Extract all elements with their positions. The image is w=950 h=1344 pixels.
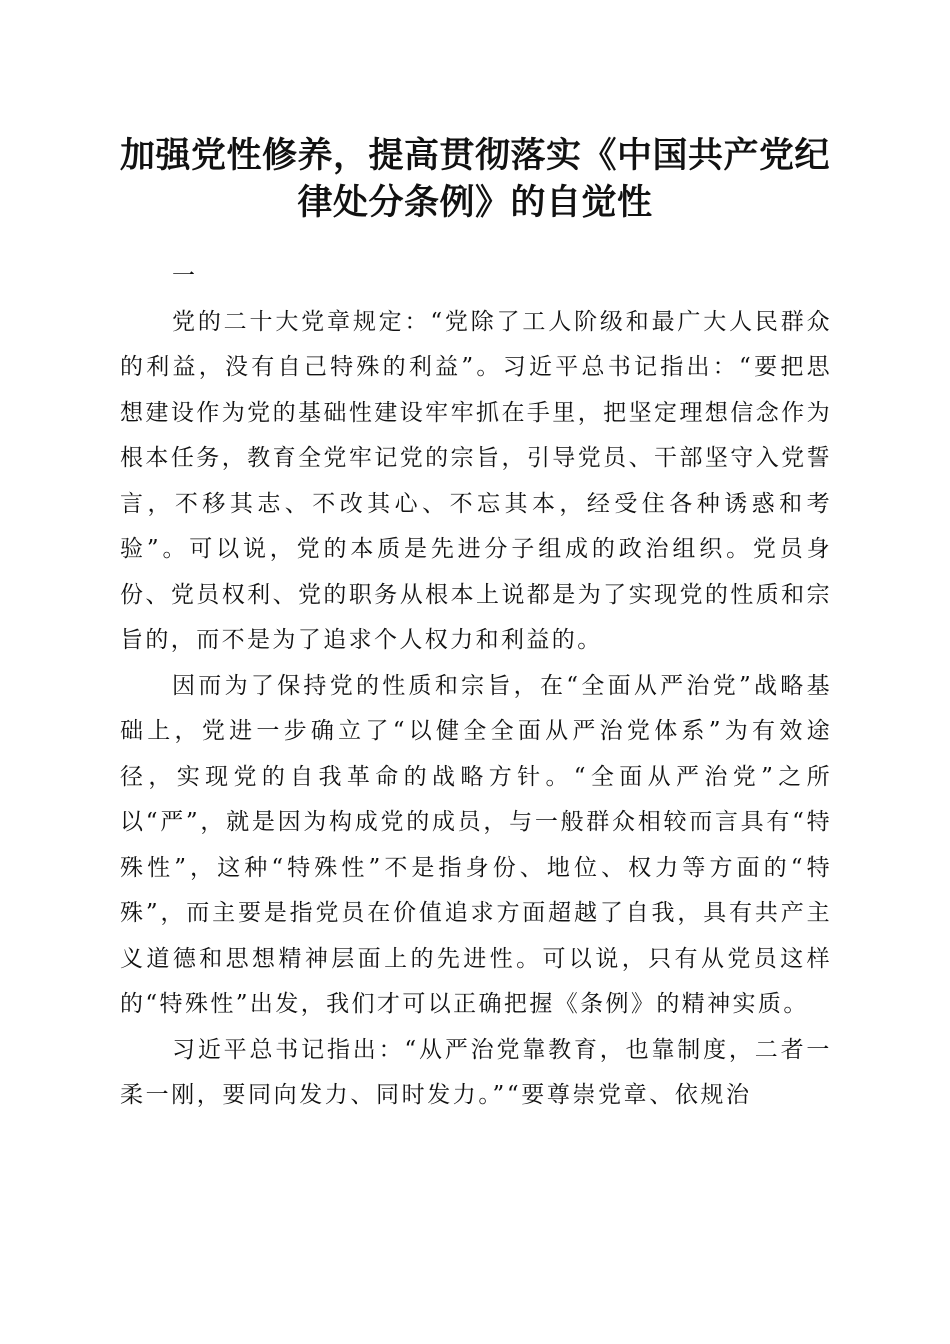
- section-number: 一: [172, 263, 195, 289]
- document-title: [110, 132, 840, 226]
- paragraph-2: 因而为了保持党的性质和宗旨，在“全面从严治党”战略基础上，党进一步确立了“以健全全面从严治党体系”为有效途径，实现党的自我革命的战略方针。“全面从严治党”之所以“严”，就是因为构成党的成员，与一般群众相较而言具有“特殊性”，这种“特殊性”不是指身份、地位、权力等方面的“特殊”，而主要是指党员在价值追求方面超越了自我，具有共产主义道德和思想精神层面上的先进性。可以说，只有从党员这样的“特殊性”出发，我们才可以正确把握《条例》的精神实质。: [120, 672, 832, 1017]
- paragraph-3: 习近平总书记指出：“从严治党靠教育，也靠制度，二者一柔一刚，要同向发力、同时发力。”“要尊崇党章、依规治: [120, 1036, 832, 1108]
- title-line-2: 律处分条例》的自觉性: [297, 182, 653, 223]
- paragraph-1: 党的二十大党章规定：“党除了工人阶级和最广大人民群众的利益，没有自己特殊的利益”。习近平总书记指出：“要把思想建设作为党的基础性建设牢牢抓在手里，把坚定理想信念作为根本任务，教育全党牢记党的宗旨，引导党员、干部坚守入党誓言，不移其志、不改其心、不忘其本，经受住各种诱惑和考验”。可以说，党的本质是先进分子组成的政治组织。党员身份、党员权利、党的职务从根本上说都是为了实现党的性质和宗旨的，而不是为了追求个人权力和利益的。: [120, 308, 832, 653]
- title-line-1: 加强党性修养，提高贯彻落实《中国共产党纪: [119, 135, 830, 176]
- document-body: [120, 254, 832, 1119]
